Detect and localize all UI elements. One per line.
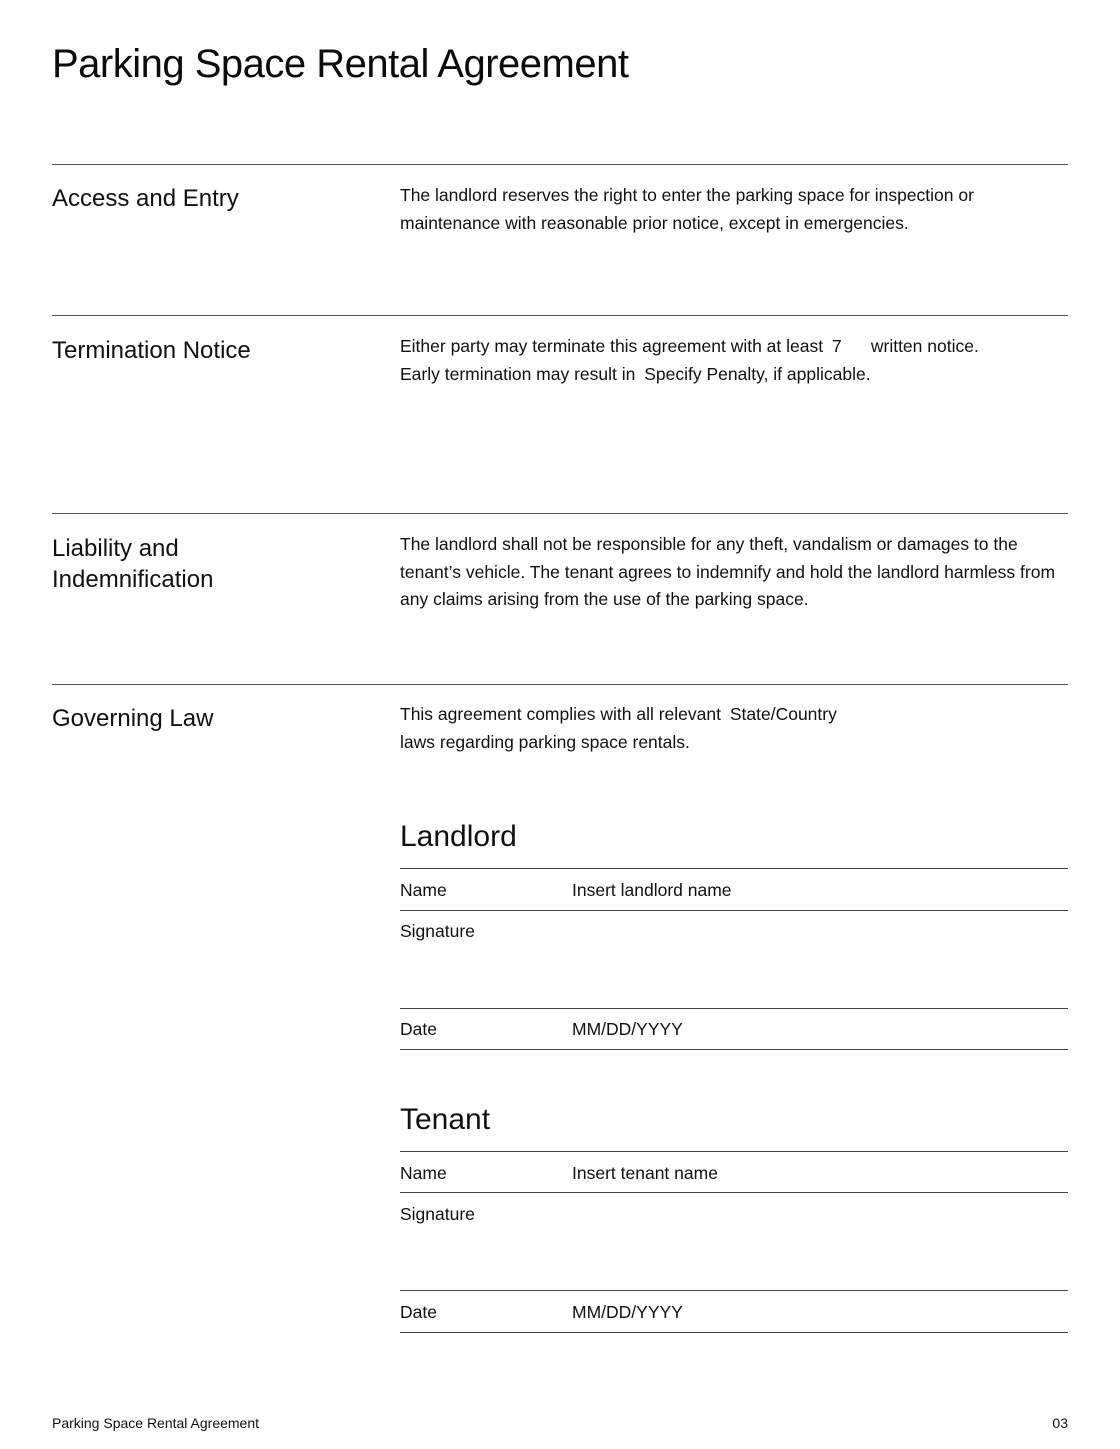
landlord-name-field[interactable]: Insert landlord name (572, 880, 732, 900)
section-body-access-entry: The landlord reserves the right to enter the parking space for inspection or maintenance with reasonable prior notice, except in emergencies. (400, 185, 974, 233)
field-divider (400, 1192, 1068, 1193)
field-divider (400, 910, 1068, 911)
jurisdiction-field[interactable]: State/Country (729, 704, 837, 724)
section-label-access-entry: Access and Entry (52, 185, 239, 212)
governing-law-line-1 (400, 701, 1068, 729)
document-title: Parking Space Rental Agreement (52, 42, 629, 86)
tenant-name-field[interactable]: Insert tenant name (572, 1163, 718, 1183)
footer-document-name: Parking Space Rental Agreement (52, 1415, 260, 1431)
field-divider (400, 868, 1068, 869)
tenant-date-field[interactable]: MM/DD/YYYY (572, 1302, 683, 1322)
section-divider (52, 684, 1068, 685)
landlord-date-field[interactable]: MM/DD/YYYY (572, 1019, 683, 1039)
termination-text-suffix: written notice. (870, 336, 979, 356)
field-divider (400, 1290, 1068, 1291)
section-label-governing-law: Governing Law (52, 705, 214, 732)
section-label-line: Liability and (52, 535, 179, 562)
section-label-liability (52, 533, 352, 595)
notice-period-field[interactable]: 7 (831, 336, 842, 356)
page-number: 03 (1052, 1415, 1068, 1431)
section-body-governing-law (400, 701, 1068, 756)
penalty-field[interactable]: Specify Penalty, if applicable. (644, 363, 871, 384)
termination-line-2 (400, 361, 1068, 389)
tenant-date-label: Date (400, 1302, 437, 1322)
field-divider (400, 1008, 1068, 1009)
section-body-termination-notice (400, 333, 1068, 388)
termination-text-prefix: Either party may terminate this agreement with at least (400, 336, 824, 356)
termination-line-1 (400, 333, 1068, 361)
section-label-line: Indemnification (52, 566, 214, 593)
field-divider (400, 1332, 1068, 1333)
tenant-signature-label: Signature (400, 1204, 475, 1224)
landlord-heading: Landlord (400, 820, 517, 853)
tenant-name-label: Name (400, 1163, 447, 1183)
section-divider (52, 315, 1068, 316)
early-termination-text: Early termination may result in (400, 363, 636, 384)
governing-law-text: This agreement complies with all relevant (400, 704, 721, 724)
field-divider (400, 1049, 1068, 1050)
landlord-date-label: Date (400, 1019, 437, 1039)
field-divider (400, 1151, 1068, 1152)
tenant-signature-field[interactable] (572, 1194, 1068, 1288)
section-body-liability: The landlord shall not be responsible for any theft, vandalism or damages to the tenant’s vehicle. The tenant agrees to indemnify and hold the landlord harmless from any claims arising from the use of the parking space. (400, 534, 1056, 609)
section-divider (52, 513, 1068, 514)
tenant-heading: Tenant (400, 1103, 491, 1136)
section-label-termination-notice: Termination Notice (52, 337, 251, 364)
governing-law-line-2: laws regarding parking space rentals. (400, 731, 690, 752)
landlord-name-label: Name (400, 880, 447, 900)
landlord-signature-label: Signature (400, 921, 475, 941)
section-divider (52, 164, 1068, 165)
landlord-signature-field[interactable] (572, 912, 1068, 1006)
